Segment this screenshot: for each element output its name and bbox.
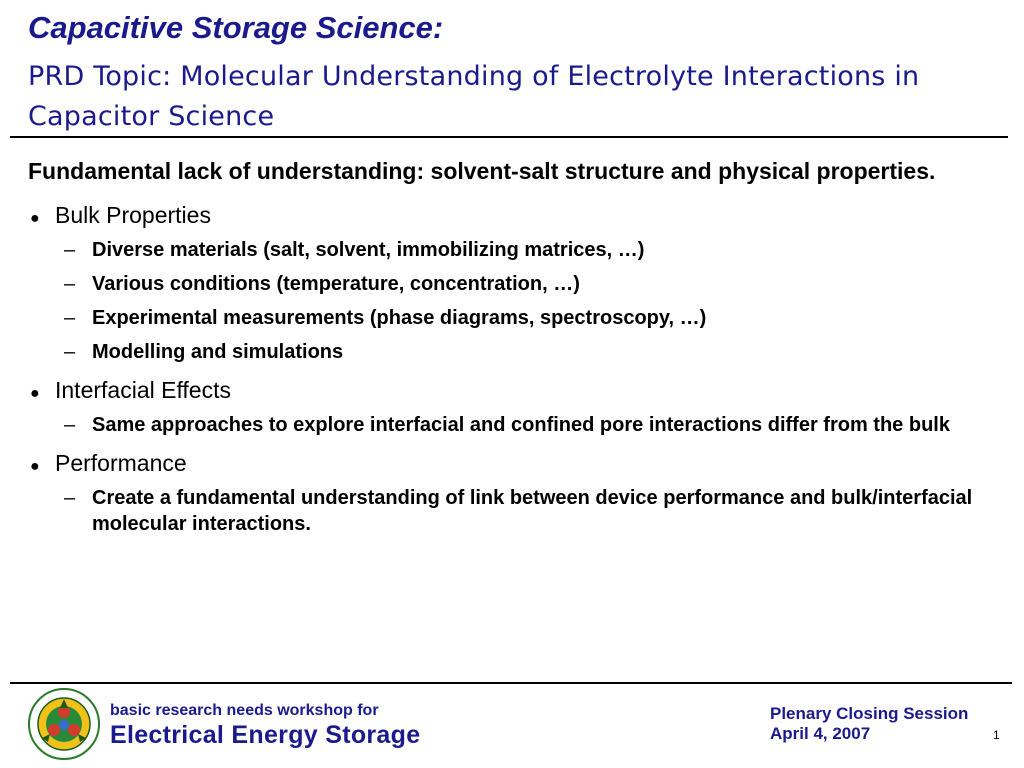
sub-bullet (28, 412, 1008, 438)
sub-bullet-text: Modelling and simulations (92, 341, 344, 363)
dash-icon: – (64, 341, 76, 363)
slide-body (28, 156, 1008, 547)
slide-title: Capacitive Storage Science: (28, 10, 444, 45)
sub-bullet-text: Create a fundamental understanding of link between device performance and bulk/interfacial molecular interactions. (92, 487, 973, 535)
dash-icon: – (64, 414, 76, 436)
slide-footer (0, 684, 1024, 768)
intro-text: Fundamental lack of understanding: solvent-salt structure and physical properties. (28, 158, 936, 184)
dash-icon: – (64, 307, 76, 329)
sub-bullet (28, 305, 1008, 331)
sub-bullet (28, 339, 1008, 365)
sub-bullet (28, 271, 1008, 297)
bullet-label: Performance (55, 450, 187, 476)
bullet-dot-icon: ● (30, 458, 40, 475)
bullet-dot-icon: ● (30, 385, 40, 402)
bullet-performance (28, 448, 1008, 482)
sub-bullet (28, 237, 1008, 263)
session-name: Plenary Closing Session (770, 704, 969, 723)
bullet-dot-icon: ● (30, 210, 40, 227)
sub-bullet-text: Experimental measurements (phase diagrams, spectroscopy, …) (92, 307, 707, 329)
workshop-caption: basic research needs workshop for (110, 702, 379, 719)
bullet-label: Interfacial Effects (55, 377, 231, 403)
dash-icon: – (64, 487, 76, 509)
sub-bullet-text: Diverse materials (salt, solvent, immobilizing matrices, …) (92, 239, 645, 261)
section-performance (28, 448, 1008, 537)
sub-bullet-text: Same approaches to explore interfacial and confined pore interactions differ from the bulk (92, 414, 950, 436)
office-seal-logo (28, 688, 100, 760)
section-bulk-properties (28, 200, 1008, 365)
sub-bullet-text: Various conditions (temperature, concentration, …) (92, 273, 580, 295)
dash-icon: – (64, 239, 76, 261)
bullet-label: Bulk Properties (55, 202, 211, 228)
sub-bullet (28, 485, 1008, 537)
section-interfacial-effects (28, 375, 1008, 438)
dash-icon: – (64, 273, 76, 295)
header-divider (10, 136, 1008, 138)
slide-subtitle: PRD Topic: Molecular Understanding of Electrolyte Interactions in Capacitor Science (28, 61, 920, 132)
workshop-title: Electrical Energy Storage (110, 721, 421, 749)
bullet-interfacial-effects (28, 375, 1008, 409)
bullet-bulk-properties (28, 200, 1008, 234)
session-date: April 4, 2007 (770, 724, 871, 743)
page-number: 1 (993, 728, 1000, 742)
